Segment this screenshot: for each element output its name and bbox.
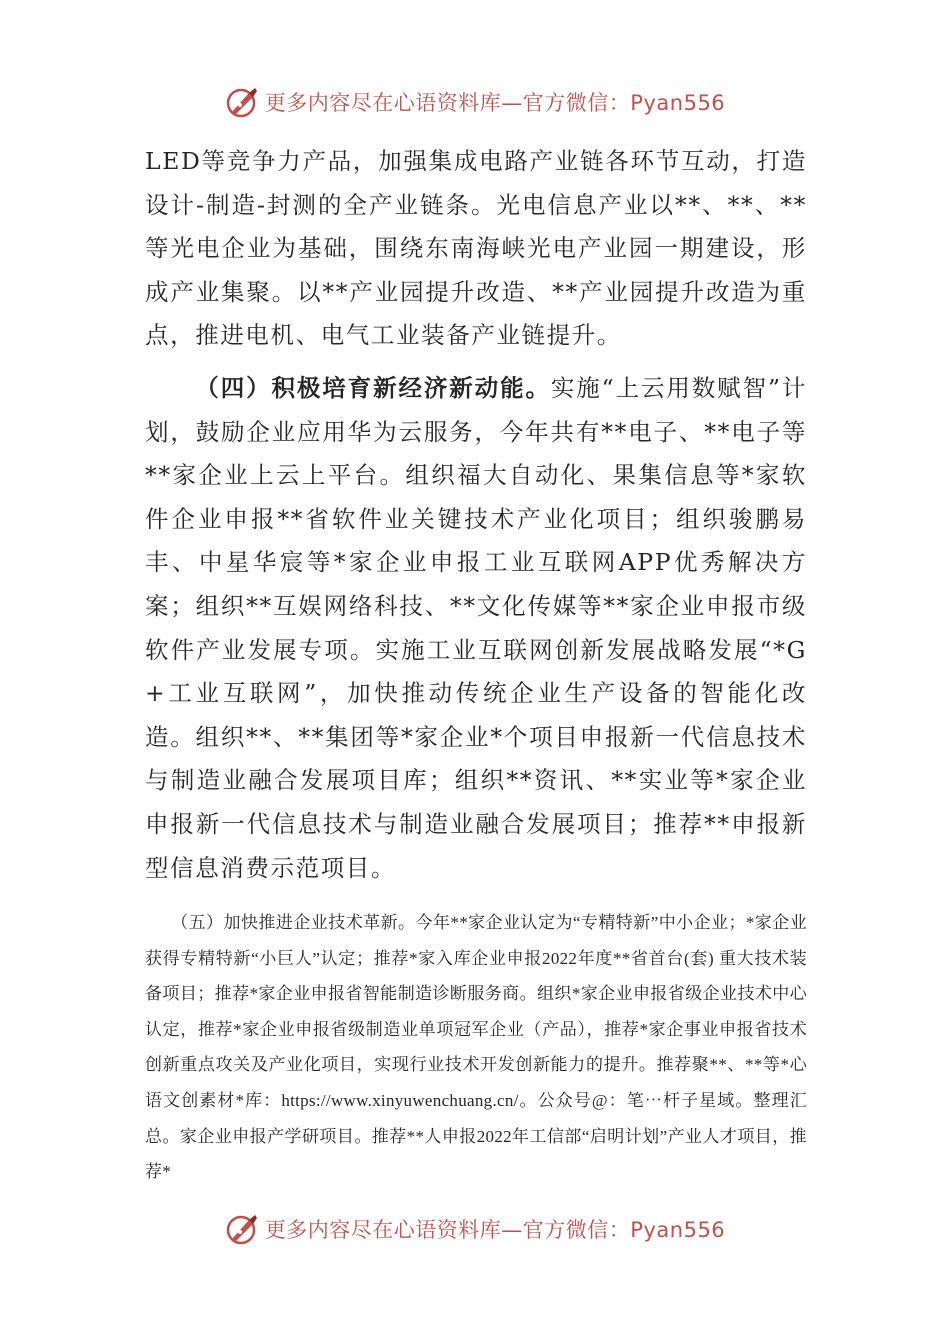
footer-banner — [0, 1209, 950, 1249]
paragraph-2-body: 实施“上云用数赋智”计划，鼓励企业应用华为云服务，今年共有**电子、**电子等**家企业上云上平台。组织福大自动化、果集信息等*家软件企业申报**省软件业关键技术产业化项目；组织骏鹏易丰、中星华宸等*家企业申报工业互联网APP优秀解决方案；组织**互娱网络科技、**文化传媒等**家企业申报市级软件产业发展专项。实施工业互联网创新发展战略发展“*G+工业互联网”，加快推动传统企业生产设备的智能化改造。组织**、**集团等*家企业*个项目申报新一代信息技术与制造业融合发展项目库；组织**资讯、**实业等*家企业申报新一代信息技术与制造业融合发展项目；推荐**申报新型信息消费示范项目。 — [145, 374, 807, 882]
header-banner — [0, 82, 950, 122]
pen-nib-logo-icon — [225, 1212, 259, 1246]
section-heading-4: （四）积极培育新经济新动能。 — [195, 374, 551, 402]
paragraph-1: LED等竞争力产品，加强集成电路产业链各环节互动，打造设计-制造-封测的全产业链条。光电信息产业以**、**、**等光电企业为基础，围绕东南海峡光电产业园一期建设，形成产业集聚。以**产业园提升改造、**产业园提升改造为重点，推进电机、电气工业装备产业链提升。 — [145, 147, 807, 350]
paragraph-2 — [145, 367, 807, 890]
paragraph-3-text: （五）加快推进企业技术革新。今年**家企业认定为“专精特新”中小企业；*家企业获得专精特新“小巨人”认定；推荐*家入库企业申报2022年度**省首台(套) 重大技术装备项目；推荐*家企业申报省智能制造诊断服务商。组织*家企业申报省级企业技术中心认定，推荐*家企业申报省级制造业单项冠军企业（产品），推荐*家企事业申报省技术创新重点攻关及产业化项目，实现行业技术开发创新能力的提升。推荐聚**、**等*心语文创素材*库：https://www.xinyuwenchuang.cn/。公众号@：笔⋯杆子星域。整理汇总。家企业申报产学研项目。推荐**人申报2022年工信部“启明计划”产业人才项目，推荐* — [145, 913, 807, 1182]
paragraph-3 — [145, 905, 807, 1190]
banner-text: 更多内容尽在心语资料库—官方微信：Pyan556 — [264, 91, 726, 115]
banner-text: 更多内容尽在心语资料库—官方微信：Pyan556 — [264, 1218, 726, 1242]
pen-nib-logo-icon — [225, 85, 259, 119]
